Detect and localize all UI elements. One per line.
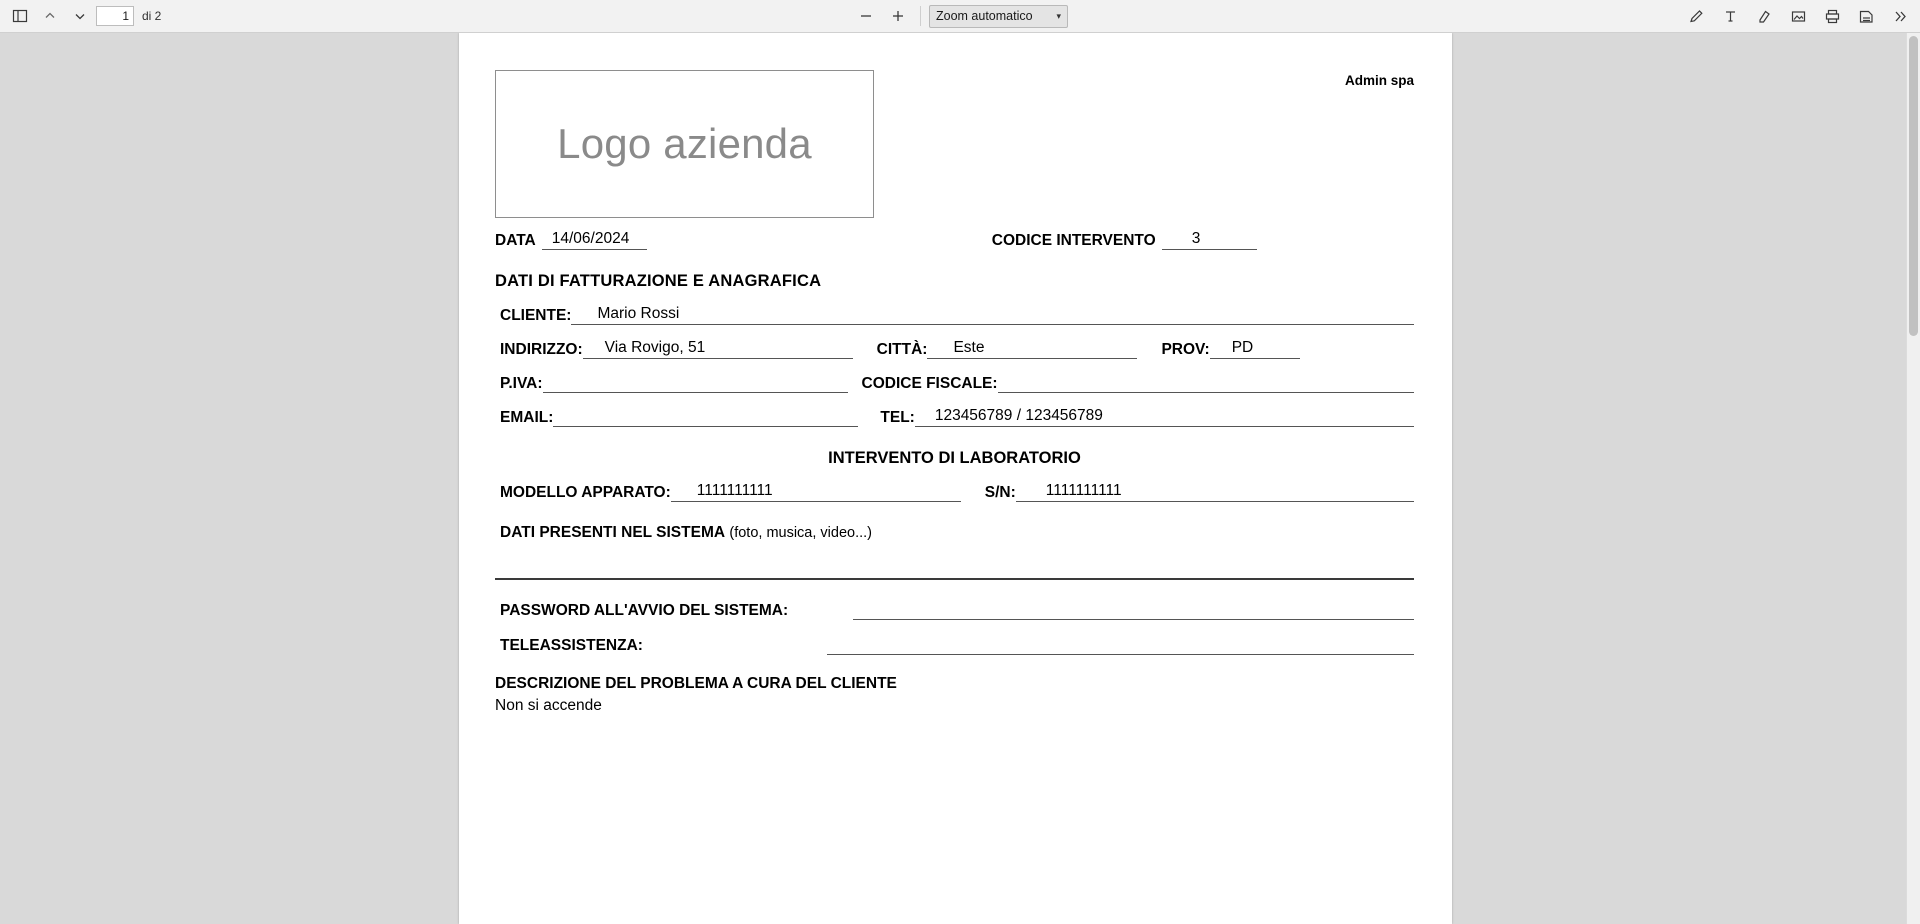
boot-password-field[interactable] [853,600,1414,620]
remote-assistance-field[interactable] [827,635,1414,655]
model-label: MODELLO APPARATO: [500,484,671,501]
chevron-down-icon: ▾ [1056,10,1061,21]
pdf-toolbar [0,0,1920,33]
fiscal-code-label: CODICE FISCALE: [861,375,998,392]
intervention-code-field[interactable] [1162,230,1257,250]
page-number-input[interactable] [96,6,134,26]
client-field[interactable] [571,305,1414,325]
intervention-code-value: 3 [1191,230,1201,247]
page-count-label: di 2 [142,9,162,23]
remote-assistance-label: TELEASSISTENZA: [500,637,643,654]
date-field[interactable] [542,230,647,250]
address-label: INDIRIZZO: [500,341,583,358]
document-content [495,63,1414,715]
system-data-note: (foto, musica, video...) [729,525,873,541]
lab-section-title: INTERVENTO DI LABORATORIO [828,449,1081,467]
serial-value: 1111111111 [1045,482,1122,499]
serial-label: S/N: [984,484,1016,501]
company-name-label: Admin spa [1344,73,1414,88]
zoom-controls [852,3,1068,29]
image-icon[interactable] [1784,3,1812,29]
row-date-code [495,230,1414,250]
billing-section-title: DATI DI FATTURAZIONE E ANAGRAFICA [495,272,822,290]
vertical-scrollbar[interactable] [1906,33,1920,924]
system-data-label: DATI PRESENTI NEL SISTEMA [500,524,726,541]
address-value: Via Rovigo, 51 [604,339,706,356]
tel-field[interactable] [915,407,1414,427]
pdf-viewer-area[interactable] [0,33,1920,924]
more-tools-icon[interactable] [1886,3,1914,29]
scrollbar-thumb[interactable] [1909,36,1918,336]
date-value: 14/06/2024 [551,230,630,247]
toolbar-divider [920,6,921,26]
tel-value: 123456789 / 123456789 [934,407,1103,424]
model-value: 1111111111 [696,482,773,499]
system-data-block [500,524,1414,542]
row-vat-fiscal [500,373,1414,393]
row-boot-password [500,600,1414,620]
problem-title: DESCRIZIONE DEL PROBLEMA A CURA DEL CLIENTE [495,675,897,692]
boot-password-label: PASSWORD ALL'AVVIO DEL SISTEMA: [500,602,789,619]
zoom-select-wrapper[interactable] [929,5,1068,28]
row-model-serial [500,482,1414,502]
fiscal-code-field[interactable] [998,373,1414,393]
problem-body: Non si accende [495,697,602,714]
draw-icon[interactable] [1682,3,1710,29]
province-field[interactable] [1210,339,1300,359]
zoom-out-minus-icon[interactable] [852,3,880,29]
province-label: PROV: [1161,341,1210,358]
date-label: DATA [495,232,536,249]
email-label: EMAIL: [500,409,554,426]
zoom-in-plus-icon[interactable] [884,3,912,29]
city-value: Este [953,339,985,356]
toolbar-right-group [1682,3,1914,29]
prev-page-chevron-up-icon[interactable] [36,3,64,29]
system-data-divider [495,578,1414,580]
toolbar-left-group [0,3,161,29]
next-page-chevron-down-icon[interactable] [66,3,94,29]
highlight-icon[interactable] [1750,3,1778,29]
model-field[interactable] [671,482,961,502]
pdf-page-1 [459,33,1452,924]
address-field[interactable] [583,339,853,359]
tel-label: TEL: [880,409,915,426]
vat-label: P.IVA: [500,375,543,392]
client-value: Mario Rossi [597,305,680,322]
client-label: CLIENTE: [500,307,572,324]
print-icon[interactable] [1818,3,1846,29]
row-remote-assistance [500,635,1414,655]
city-field[interactable] [927,339,1137,359]
city-label: CITTÀ: [876,341,928,358]
row-client [500,305,1414,325]
province-value: PD [1231,339,1254,356]
row-address [500,339,1414,359]
intervention-code-label: CODICE INTERVENTO [991,232,1156,249]
system-data-field[interactable] [495,542,1414,564]
serial-field[interactable] [1016,482,1414,502]
row-email-tel [500,407,1414,427]
logo-placeholder-text: Logo azienda [557,120,812,167]
vat-field[interactable] [543,373,848,393]
sidebar-toggle-icon[interactable] [6,3,34,29]
zoom-select[interactable] [929,5,1068,28]
text-icon[interactable] [1716,3,1744,29]
email-field[interactable] [553,407,858,427]
logo-placeholder-box [495,70,874,218]
save-icon[interactable] [1852,3,1880,29]
